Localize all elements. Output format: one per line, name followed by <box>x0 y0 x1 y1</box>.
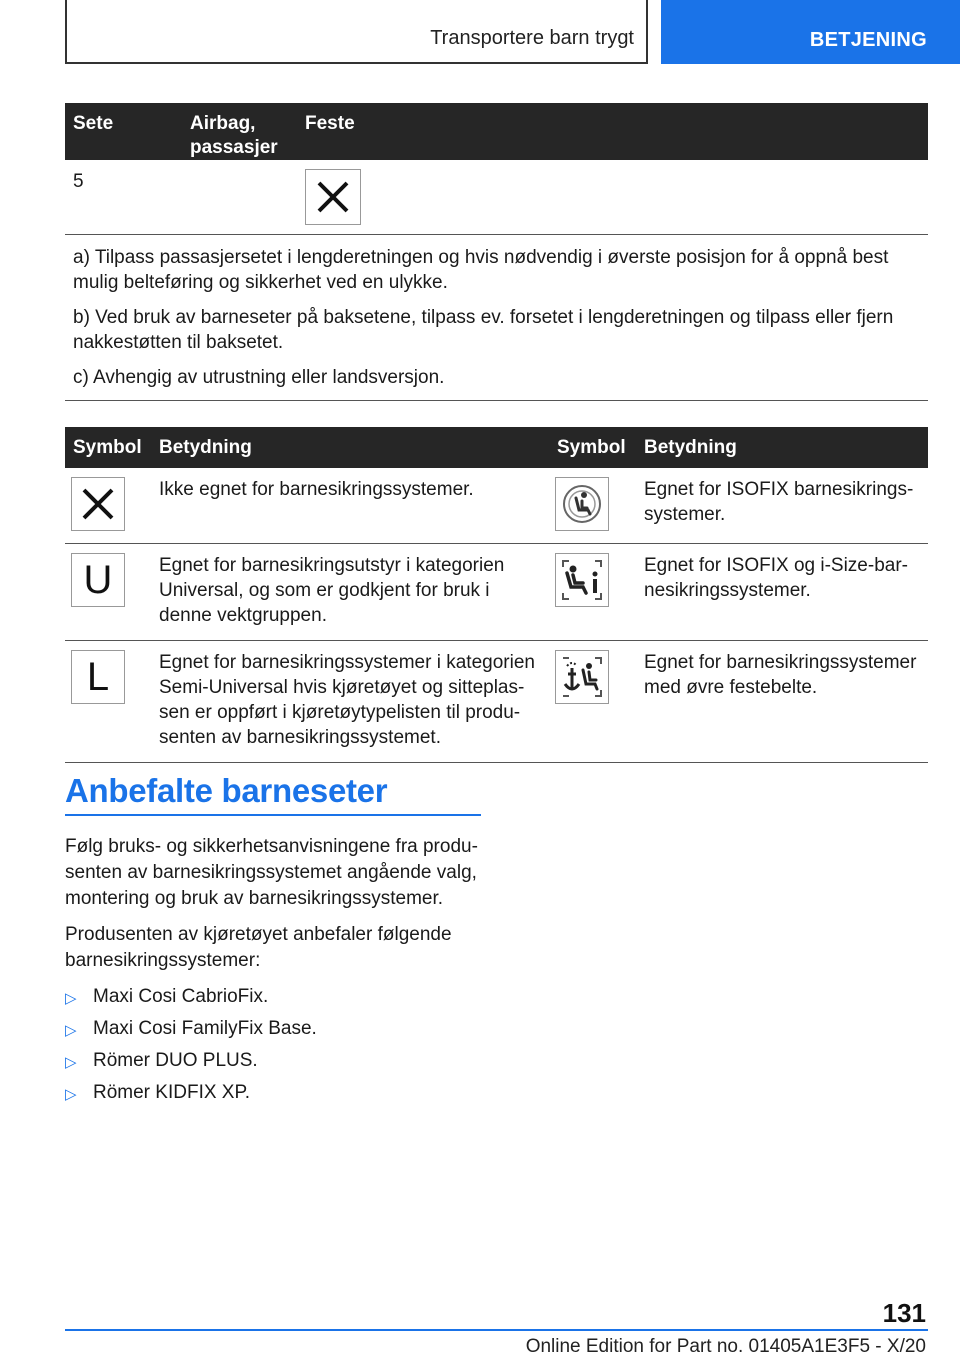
section-body <box>65 834 485 1112</box>
triangle-bullet-icon: ▷ <box>65 1022 77 1039</box>
list-item: ▷ Maxi Cosi FamilyFix Base. <box>65 1016 485 1048</box>
symbol-meaning: Egnet for ISOFIX og i-Size-bar- nesikringssystemer. <box>636 544 928 641</box>
letter-u-icon: U <box>71 553 125 607</box>
col-header-symbol-left: Symbol <box>65 427 151 468</box>
seat-number: 5 <box>65 160 182 235</box>
footnotes <box>65 235 928 401</box>
col-header-meaning-left: Betydning <box>151 427 549 468</box>
list-item: ▷ Maxi Cosi CabrioFix. <box>65 984 485 1016</box>
edition-footer: Online Edition for Part no. 01405A1E3F5 - X/20 <box>525 1336 926 1357</box>
col-header-symbol-right: Symbol <box>549 427 636 468</box>
col-header-fixing: Feste <box>297 103 928 160</box>
seat-table-header <box>65 103 928 160</box>
airbag-cell <box>182 160 297 235</box>
col-header-meaning-right: Betydning <box>636 427 928 468</box>
seat-table <box>65 103 928 401</box>
page-number: 131 <box>882 1298 926 1328</box>
footnote-b: b) Ved bruk av barneseter på baksetene, tilpass ev. forsetet i lengderetningen og tilpass eller fjern nakkestøtten til baksetet. <box>73 307 894 353</box>
running-header <box>65 0 648 64</box>
symbol-meaning: Ikke egnet for barnesikringssystemer. <box>151 468 549 544</box>
table-notes-row <box>65 235 928 401</box>
top-tether-anchor-icon <box>555 650 609 704</box>
recommended-seats-list <box>65 984 485 1112</box>
chapter-tab <box>661 0 960 64</box>
list-item: ▷ Römer KIDFIX XP. <box>65 1080 485 1112</box>
list-item: ▷ Römer DUO PLUS. <box>65 1048 485 1080</box>
fixing-cell <box>297 160 928 235</box>
section-heading: Anbefalte barneseter <box>65 772 388 809</box>
isofix-seat-icon <box>555 477 609 531</box>
table-row <box>65 468 928 544</box>
section-header-title: Transportere barn trygt <box>430 27 634 49</box>
isize-seat-icon <box>555 553 609 607</box>
footer-rule <box>65 1329 928 1331</box>
triangle-bullet-icon: ▷ <box>65 1086 77 1103</box>
table-row <box>65 544 928 641</box>
chapter-label: BETJENING <box>809 29 927 51</box>
symbol-table <box>65 427 928 763</box>
footnote-a: a) Tilpass passasjersetet i lengderetningen og hvis nødvendig i øverste posisjon for å oppnå best mulig belteføring og sikkerhet ved en ulykke. <box>73 247 889 293</box>
symbol-meaning: Egnet for ISOFIX barnesikrings- systemer. <box>636 468 928 544</box>
symbol-meaning: Egnet for barnesikringssystemer i kategorien Semi-Universal hvis kjøretøyet og sitteplas- sen er oppført i kjøretøytypelisten til produ- senten av barnesikringssystemet. <box>151 641 549 763</box>
col-header-seat: Sete <box>65 103 182 160</box>
table-row <box>65 641 928 763</box>
cross-icon <box>71 477 125 531</box>
col-header-airbag: Airbag, passasjer <box>182 103 297 160</box>
symbol-table-header <box>65 427 928 468</box>
heading-underline <box>65 814 481 816</box>
paragraph: Produsenten av kjøretøyet anbefaler følgende barnesikringssystemer: <box>65 924 452 971</box>
triangle-bullet-icon: ▷ <box>65 990 77 1007</box>
letter-l-icon: L <box>71 650 125 704</box>
table-row <box>65 160 928 235</box>
symbol-meaning: Egnet for barnesikringssystemer med øvre festebelte. <box>636 641 928 763</box>
paragraph: Følg bruks- og sikkerhetsanvisningene fra produ- senten av barnesikringssystemet angående valg, montering og bruk av barnesikringssystemer. <box>65 836 478 909</box>
cross-icon <box>305 169 361 225</box>
symbol-meaning: Egnet for barnesikringsutstyr i kategorien Universal, og som er godkjent for bruk i denne vektgruppen. <box>151 544 549 641</box>
triangle-bullet-icon: ▷ <box>65 1054 77 1071</box>
footnote-c: c) Avhengig av utrustning eller landsversjon. <box>73 367 445 388</box>
